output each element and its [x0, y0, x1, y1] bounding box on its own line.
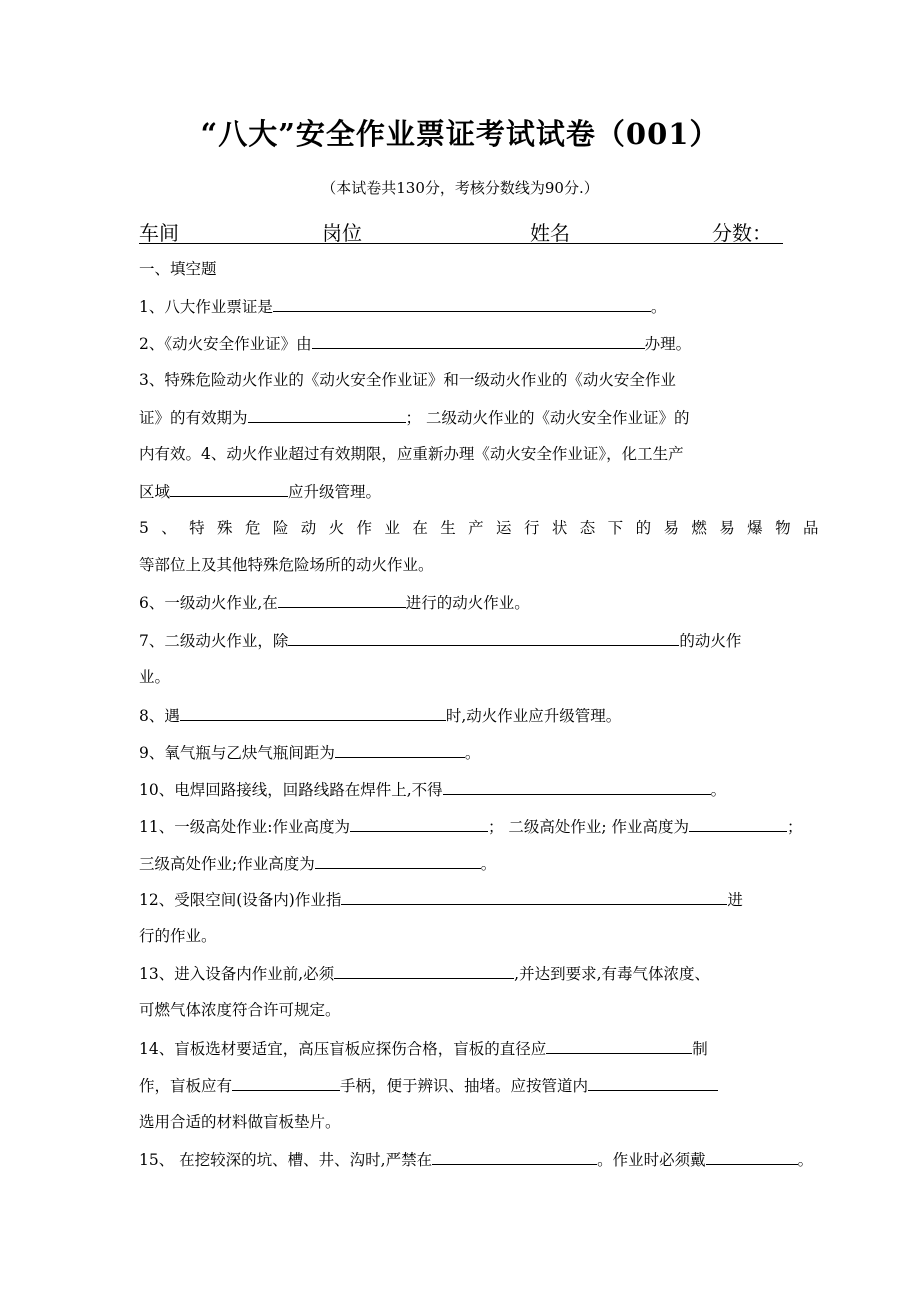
- question-14-line-2: [139, 1075, 718, 1096]
- question-7: [139, 630, 741, 651]
- answer-blank[interactable]: [170, 481, 288, 497]
- question-text: 应升级管理。: [288, 483, 382, 501]
- question-text: 时,动火作业应升级管理。: [445, 707, 622, 725]
- question-text: 办理。: [644, 335, 692, 353]
- question-text: 6、一级动火作业,在: [139, 594, 278, 612]
- question-text: 的动火作: [679, 632, 742, 650]
- question-text: ； 二级动火作业的《动火安全作业证》的: [405, 409, 690, 427]
- question-text: 。: [650, 298, 667, 316]
- answer-blank[interactable]: [232, 1075, 340, 1091]
- answer-blank[interactable]: [312, 333, 645, 349]
- question-14-line-3: 选用合适的材料做盲板垫片。: [139, 1113, 341, 1131]
- question-3-line-2: [139, 407, 689, 428]
- score-label: 分数：: [712, 221, 772, 245]
- question-text: 证》的有效期为: [139, 409, 248, 427]
- candidate-info-row: [139, 215, 783, 244]
- answer-blank[interactable]: [689, 816, 787, 832]
- question-text: 12、受限空间(设备内)作业指: [139, 891, 342, 909]
- question-text: 1、八大作业票证是: [139, 298, 273, 316]
- question-text: ；: [787, 818, 803, 836]
- question-text: 15、 在挖较深的坑、槽、井、沟时,严禁在: [139, 1151, 433, 1169]
- question-text: 8、遇: [139, 707, 180, 725]
- question-15: [139, 1149, 813, 1170]
- answer-blank[interactable]: [341, 889, 727, 905]
- question-text: 手柄，便于辨识、抽堵。应按管道内: [340, 1077, 589, 1095]
- answer-blank[interactable]: [443, 779, 711, 795]
- question-5-line-2: 等部位上及其他特殊危险场所的动火作业。: [139, 556, 434, 574]
- question-3-line-1: 3、特殊危险动火作业的《动火安全作业证》和一级动火作业的《动火安全作业: [139, 371, 676, 389]
- question-4-line-2: [139, 481, 381, 502]
- exam-title: “八大”安全作业票证考试试卷（001）: [200, 117, 720, 151]
- question-text: 。: [464, 744, 481, 762]
- question-text: ； 二级高处作业; 作业高度为: [487, 818, 690, 836]
- question-11-line-2: [139, 853, 496, 874]
- question-text: 进行的动火作业。: [405, 594, 530, 612]
- question-text: 进: [727, 891, 743, 909]
- question-text: ,并达到要求,有毒气体浓度、: [514, 965, 711, 983]
- answer-blank[interactable]: [278, 592, 406, 608]
- question-9: [139, 742, 480, 763]
- question-text: 区域: [139, 483, 171, 501]
- answer-blank[interactable]: [315, 853, 481, 869]
- question-text: 制: [692, 1040, 708, 1058]
- answer-blank[interactable]: [248, 407, 406, 423]
- question-13-line-2: 可燃气体浓度符合许可规定。: [139, 1001, 341, 1019]
- question-text: 。: [710, 781, 727, 799]
- answer-blank[interactable]: [350, 816, 488, 832]
- name-label: 姓名: [530, 221, 570, 245]
- question-6: [139, 592, 530, 613]
- answer-blank[interactable]: [706, 1149, 798, 1165]
- question-text: 2、《动火安全作业证》由: [139, 335, 312, 353]
- question-12-line-2: 行的作业。: [139, 927, 217, 945]
- question-text: 。: [480, 855, 497, 873]
- answer-blank[interactable]: [335, 742, 465, 758]
- question-text: 9、氧气瓶与乙炔气瓶间距为: [139, 744, 335, 762]
- question-7-line-2: 业。: [139, 668, 171, 686]
- question-5-line-1: 5、特殊危险动火作业在生产运行状态下的易燃易爆物品: [139, 519, 831, 537]
- question-8: [139, 705, 621, 726]
- answer-blank[interactable]: [273, 296, 651, 312]
- section-title: 一、填空题: [139, 260, 217, 278]
- question-text: 。: [797, 1151, 814, 1169]
- answer-blank[interactable]: [546, 1038, 692, 1054]
- answer-blank[interactable]: [180, 705, 446, 721]
- question-text: 13、进入设备内作业前,必须: [139, 965, 335, 983]
- question-13: [139, 963, 710, 984]
- workshop-label: 车间: [139, 221, 179, 245]
- question-text: 三级高处作业;作业高度为: [139, 855, 315, 873]
- answer-blank[interactable]: [288, 630, 679, 646]
- question-text: 作，盲板应有: [139, 1077, 233, 1095]
- post-label: 岗位: [322, 221, 362, 245]
- question-text: 14、盲板选材要适宜，高压盲板应探伤合格，盲板的直径应: [139, 1040, 547, 1058]
- question-text: 7、二级动火作业，除: [139, 632, 289, 650]
- question-11: [139, 816, 803, 837]
- question-2: [139, 333, 691, 354]
- question-text: 。作业时必须戴: [597, 1151, 706, 1169]
- question-1: [139, 296, 666, 317]
- answer-blank[interactable]: [588, 1075, 718, 1091]
- question-14: [139, 1038, 708, 1059]
- exam-subtitle: （本试卷共130分，考核分数线为90分.）: [321, 179, 599, 197]
- answer-blank[interactable]: [432, 1149, 597, 1165]
- question-text: 10、电焊回路接线，回路线路在焊件上,不得: [139, 781, 443, 799]
- question-3-4-line: 内有效。4、动火作业超过有效期限，应重新办理《动火安全作业证》，化工生产: [139, 445, 684, 463]
- question-12: [139, 889, 743, 910]
- question-10: [139, 779, 726, 800]
- question-text: 11、一级高处作业:作业高度为: [139, 818, 350, 836]
- answer-blank[interactable]: [334, 963, 514, 979]
